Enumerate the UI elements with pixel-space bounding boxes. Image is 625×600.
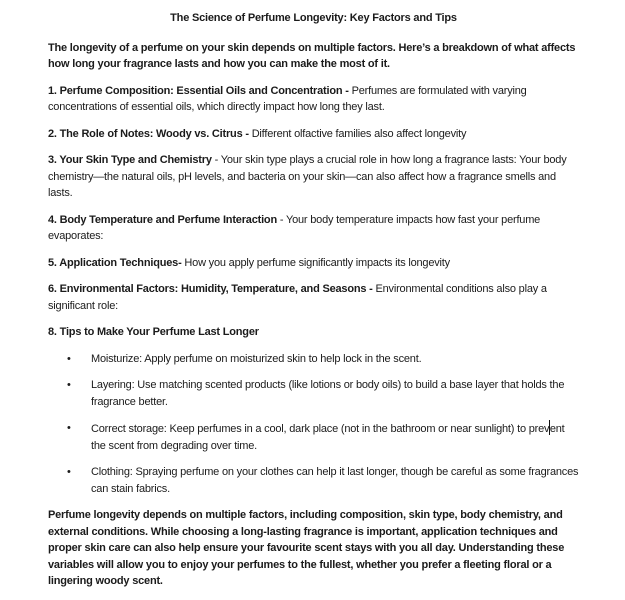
tip-text-storage-before-cursor: Correct storage: Keep perfumes in a cool, dark place (not in the bathroom or near sunlight) to prev xyxy=(91,423,550,435)
section-text-application: How you apply perfume significantly impacts its longevity xyxy=(181,256,450,269)
intro-paragraph[interactable]: The longevity of a perfume on your skin depends on multiple factors. Here’s a breakdown of what affects how long your fragrance lasts and how you can make the most of it. xyxy=(48,41,576,70)
section-heading-skin: 3. Your Skin Type and Chemistry xyxy=(48,154,212,166)
section-paragraph-application[interactable] xyxy=(48,255,579,272)
section-heading-composition: 1. Perfume Composition: Essential Oils and Concentration - xyxy=(48,84,352,97)
tip-item-moisturize[interactable] xyxy=(48,351,579,368)
bullet-icon: • xyxy=(67,422,71,434)
tip-text-moisturize: Moisturize: Apply perfume on moisturized skin to help lock in the scent. xyxy=(91,352,422,365)
section-text-notes: Different olfactive families also affect longevity xyxy=(251,127,467,140)
section-heading-notes: 2. The Role of Notes: Woody vs. Citrus - xyxy=(48,127,252,140)
conclusion-paragraph[interactable]: Perfume longevity depends on multiple factors, including composition, skin type, body chemistry, and external conditions. While choosing a long-lasting fragrance is important, application techniques and proper skin care can also help ensure your favourite scent stays with you all day. Understanding these variables will allow you to enjoy your perfumes to the fullest, whether you prefer a fleeting floral or a lingering woody scent. xyxy=(48,509,565,587)
section-heading-environment: 6. Environmental Factors: Humidity, Temperature, and Seasons - xyxy=(48,283,376,295)
tip-item-clothing[interactable] xyxy=(48,464,579,497)
section-text-composition: Perfumes are formulated with varying concentrations of essential oils, which directly impact how long they last. xyxy=(48,84,527,113)
bullet-icon: • xyxy=(67,379,71,391)
tip-text-clothing: Clothing: Spraying perfume on your clothes can help it last longer, though be careful as some fragrances can stain fabrics. xyxy=(91,466,579,495)
section-paragraph-environment[interactable] xyxy=(48,281,579,314)
bullet-icon: • xyxy=(67,466,71,478)
tip-text-layering: Layering: Use matching scented products (like lotions or body oils) to build a base layer that holds the fragrance better. xyxy=(91,379,565,408)
tip-item-layering[interactable] xyxy=(48,377,579,410)
tips-list xyxy=(48,351,579,498)
document-title[interactable]: The Science of Perfume Longevity: Key Factors and Tips xyxy=(170,12,457,24)
section-paragraph-composition[interactable] xyxy=(48,83,579,116)
section-heading-application: 5. Application Techniques- xyxy=(48,256,182,269)
section-text-environment: Environmental conditions also play a significant role: xyxy=(48,283,547,312)
tip-text-storage-after-cursor: ent the scent from degrading over time. xyxy=(91,423,565,452)
section-text-skin: - Your skin type plays a crucial role in how long a fragrance lasts: Your body chemistry—the natural oils, pH levels, and bacteria on your skin—can also affect how a fragrance smells and lasts. xyxy=(48,154,567,199)
section-paragraph-temperature[interactable] xyxy=(48,212,579,245)
section-heading-temperature: 4. Body Temperature and Perfume Interaction xyxy=(48,213,277,226)
section-paragraph-notes[interactable] xyxy=(48,126,579,143)
section-text-temperature: - Your body temperature impacts how fast your perfume evaporates: xyxy=(48,213,541,242)
tip-item-storage[interactable] xyxy=(48,420,579,454)
section-paragraph-skin[interactable] xyxy=(48,152,579,202)
tips-heading[interactable]: 8. Tips to Make Your Perfume Last Longer xyxy=(48,326,259,338)
bullet-icon: • xyxy=(67,352,71,365)
